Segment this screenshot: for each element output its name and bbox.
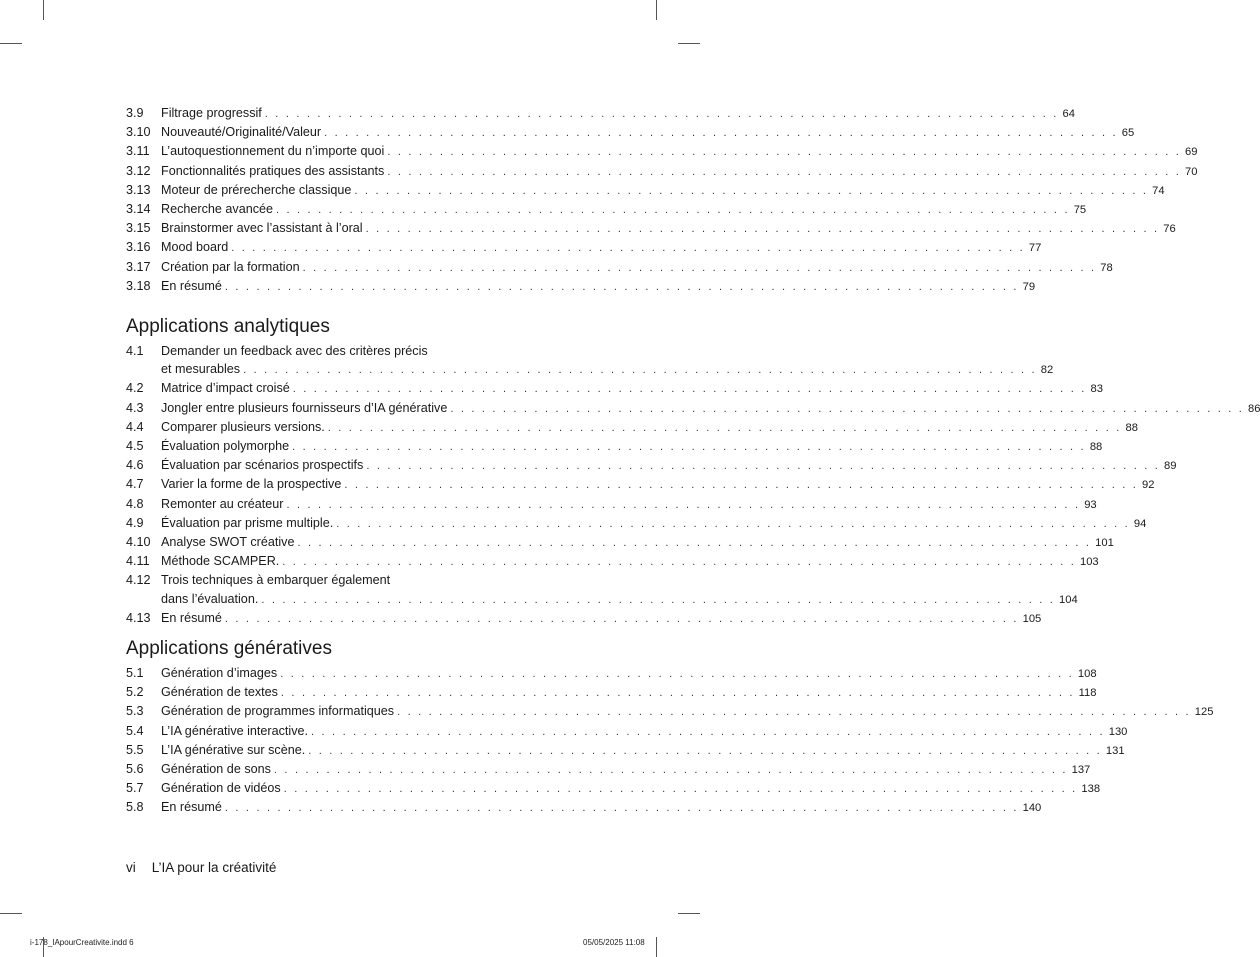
toc-entry[interactable]	[126, 238, 1042, 257]
toc-entry[interactable]	[126, 475, 1155, 494]
toc-entry-title: L’autoquestionnement du n’importe quoi	[161, 144, 385, 159]
toc-entry[interactable]	[126, 798, 1042, 817]
toc-entry[interactable]	[126, 123, 1135, 142]
toc-entry[interactable]	[126, 664, 1097, 683]
toc-entry-title: Fonctionnalités pratiques des assistants	[161, 163, 385, 178]
toc-entry-page: 104	[1059, 593, 1078, 606]
crop-mark	[678, 913, 700, 914]
dot-leader: . . . . . . . . . . . . . . . . . . . . . . . . . . . . . . . . . . . . . . . . . . . . . . . . . . . . . . . . . . . . . . . . . . . . . . . . . . . .	[336, 517, 1130, 530]
toc-entry-title-continued: dans l’évaluation.	[161, 591, 259, 606]
dot-leader: . . . . . . . . . . . . . . . . . . . . . . . . . . . . . . . . . . . . . . . . . . . . . . . . . . . . . . . . . . . . . . . . . . . . . . . . . . . .	[224, 802, 1019, 815]
toc-section-3	[126, 104, 1198, 296]
toc-entry[interactable]	[126, 456, 1177, 475]
toc-entry-page: 94	[1133, 517, 1147, 530]
toc-entry-number: 5.2	[126, 685, 144, 700]
toc-entry-number: 3.10	[126, 125, 151, 140]
toc-entry-title: Génération d’images	[161, 666, 278, 680]
toc-entry-page: 138	[1081, 783, 1101, 796]
toc-entry-title: Recherche avancée	[161, 202, 274, 217]
dot-leader: . . . . . . . . . . . . . . . . . . . . . . . . . . . . . . . . . . . . . . . . . . . . . . . . . . . . . . . . . . . . . . . . . . . . . . . . . . . .	[273, 764, 1068, 777]
dot-leader: . . . . . . . . . . . . . . . . . . . . . . . . . . . . . . . . . . . . . . . . . . . . . . . . . . . . . . . . . . . . . . . . . . . . . . . . . . . .	[264, 108, 1059, 120]
crop-mark	[0, 43, 22, 44]
toc-entry[interactable]	[126, 437, 1103, 456]
dot-leader: . . . . . . . . . . . . . . . . . . . . . . . . . . . . . . . . . . . . . . . . . . . . . . . . . . . . . . . . . . . . . . . . . . . . . . . . . . . .	[292, 383, 1087, 396]
toc-entry-page: 64	[1062, 108, 1075, 120]
section-title-analytiques: Applications analytiques	[126, 316, 330, 337]
crop-mark	[0, 913, 22, 914]
toc-entry-page: 108	[1077, 668, 1097, 680]
folio: vi	[126, 860, 136, 875]
toc-entry-number: 5.4	[126, 723, 144, 738]
dot-leader: . . . . . . . . . . . . . . . . . . . . . . . . . . . . . . . . . . . . . . . . . . . . . . . . . . . . . . . . . . . . . . . . . . . . . . . . . . . .	[231, 242, 1025, 255]
crop-mark	[656, 0, 657, 20]
toc-entry-title: Remonter au créateur	[161, 496, 284, 511]
toc-entry-title: Création par la formation	[161, 259, 300, 274]
toc-entry-page: 77	[1028, 242, 1042, 255]
toc-entry-page: 131	[1105, 744, 1125, 757]
dot-leader: . . . . . . . . . . . . . . . . . . . . . . . . . . . . . . . . . . . . . . . . . . . . . . . . . . . . . . . . . . . . . . . . . . . . . . . . . . . .	[224, 612, 1019, 625]
toc-entry[interactable]	[126, 200, 1087, 219]
slug-filename: i-178_IApourCreativite.indd 6	[30, 938, 134, 947]
toc-entry-number: 4.10	[126, 535, 151, 550]
toc-entry-title: Évaluation par scénarios prospectifs	[161, 458, 364, 473]
dot-leader: . . . . . . . . . . . . . . . . . . . . . . . . . . . . . . . . . . . . . . . . . . . . . . . . . . . . . . . . . . . . . . . . . . . . . . . . . . . .	[292, 441, 1086, 454]
toc-entry-page: 89	[1164, 460, 1177, 473]
toc-entry-title: Filtrage progressif	[161, 106, 262, 120]
toc-entry-page: 140	[1022, 802, 1042, 815]
toc-entry-title: Varier la forme de la prospective	[161, 477, 342, 492]
toc-entry-title: Demander un feedback avec des critères précis	[161, 344, 428, 358]
toc-entry[interactable]	[126, 418, 1138, 437]
crop-mark	[656, 937, 657, 957]
toc-entry-number: 4.5	[126, 439, 144, 454]
toc-entry[interactable]	[126, 552, 1099, 571]
toc-entry-page: 76	[1163, 223, 1176, 236]
dot-leader: . . . . . . . . . . . . . . . . . . . . . . . . . . . . . . . . . . . . . . . . . . . . . . . . . . . . . . . . . . . . . . . . . . . . . . . . . . . .	[365, 223, 1160, 236]
toc-entry-number: 5.8	[126, 800, 144, 815]
dot-leader: . . . . . . . . . . . . . . . . . . . . . . . . . . . . . . . . . . . . . . . . . . . . . . . . . . . . . . . . . . . . . . . . . . . . . . . . . . . .	[224, 280, 1019, 293]
dot-leader: . . . . . . . . . . . . . . . . . . . . . . . . . . . . . . . . . . . . . . . . . . . . . . . . . . . . . . . . . . . . . . . . . . . . . . . . . . . .	[283, 783, 1078, 796]
toc-entry-number: 3.16	[126, 240, 151, 255]
toc-entry-page: 69	[1185, 146, 1198, 159]
dot-leader: . . . . . . . . . . . . . . . . . . . . . . . . . . . . . . . . . . . . . . . . . . . . . . . . . . . . . . . . . . . . . . . . . . . . . . . . . . . .	[261, 593, 1056, 606]
toc-entry-page: 86	[1248, 402, 1260, 415]
toc-entry-number: 3.11	[126, 144, 150, 159]
toc-entry-title: Évaluation polymorphe	[161, 439, 290, 454]
toc-entry[interactable]	[126, 181, 1165, 200]
dot-leader: . . . . . . . . . . . . . . . . . . . . . . . . . . . . . . . . . . . . . . . . . . . . . . . . . . . . . . . . . . . . . . . . . . . . . . . . . . . .	[354, 184, 1149, 197]
toc-entry-number: 5.6	[126, 762, 144, 777]
toc-entry-number: 3.13	[126, 182, 151, 197]
toc-entry-title: Mood board	[161, 240, 229, 255]
toc-entry[interactable]	[126, 741, 1125, 760]
toc-entry-number: 5.5	[126, 742, 144, 757]
toc-entry-number: 3.15	[126, 221, 151, 236]
toc-entry-page: 82	[1040, 364, 1054, 377]
toc-entry-number: 4.8	[126, 496, 144, 511]
toc-entry-number: 4.6	[126, 458, 144, 473]
toc-entry[interactable]	[126, 142, 1198, 161]
toc-entry[interactable]	[126, 722, 1128, 741]
dot-leader: . . . . . . . . . . . . . . . . . . . . . . . . . . . . . . . . . . . . . . . . . . . . . . . . . . . . . . . . . . . . . . . . . . . . . . . . . . . .	[324, 127, 1118, 140]
toc-entry-page: 125	[1194, 706, 1214, 719]
toc-entry-page: 103	[1079, 556, 1099, 569]
toc-entry-number: 4.2	[126, 381, 144, 396]
toc-entry[interactable]	[126, 609, 1042, 628]
crop-mark	[43, 0, 44, 20]
toc-entry-number: 4.12	[126, 573, 151, 588]
toc-entry-number: 5.7	[126, 781, 144, 796]
dot-leader: . . . . . . . . . . . . . . . . . . . . . . . . . . . . . . . . . . . . . . . . . . . . . . . . . . . . . . . . . . . . . . . . . . . . . . . . . . . .	[387, 146, 1182, 159]
toc-entry-number: 3.14	[126, 202, 151, 217]
dot-leader: . . . . . . . . . . . . . . . . . . . . . . . . . . . . . . . . . . . . . . . . . . . . . . . . . . . . . . . . . . . . . . . . . . . . . . . . . . . .	[280, 668, 1074, 680]
toc-entry-title: Évaluation par prisme multiple.	[161, 515, 334, 530]
dot-leader: . . . . . . . . . . . . . . . . . . . . . . . . . . . . . . . . . . . . . . . . . . . . . . . . . . . . . . . . . . . . . . . . . . . . . . . . . . . .	[302, 261, 1097, 274]
toc-entry[interactable]	[126, 399, 1260, 418]
toc-entry-page: 79	[1022, 280, 1036, 293]
dot-leader: . . . . . . . . . . . . . . . . . . . . . . . . . . . . . . . . . . . . . . . . . . . . . . . . . . . . . . . . . . . . . . . . . . . . . . . . . . . .	[366, 460, 1160, 473]
toc-entry-number: 4.9	[126, 515, 144, 530]
dot-leader: . . . . . . . . . . . . . . . . . . . . . . . . . . . . . . . . . . . . . . . . . . . . . . . . . . . . . . . . . . . . . . . . . . . . . . . . . . . .	[344, 479, 1139, 492]
toc-entry-title: Génération de vidéos	[161, 781, 281, 796]
toc-entry[interactable]	[126, 571, 1078, 608]
toc-entry-page: 93	[1084, 498, 1097, 511]
toc-entry-number: 3.18	[126, 278, 151, 293]
slug-datetime: 05/05/2025 11:08	[583, 938, 645, 947]
toc-entry[interactable]	[126, 702, 1214, 721]
toc-entry-title: Trois techniques à embarquer également	[161, 573, 391, 588]
toc-entry-title: L’IA générative interactive.	[161, 723, 309, 738]
toc-entry-number: 4.7	[126, 477, 144, 492]
toc-entry-number: 3.12	[126, 163, 151, 178]
toc-entry-title: En résumé	[161, 610, 222, 625]
toc-entry-number: 4.1	[126, 344, 144, 358]
toc-entry[interactable]	[126, 495, 1097, 514]
toc-entry[interactable]	[126, 277, 1036, 296]
toc-entry-title: Jongler entre plusieurs fournisseurs d’IA générative	[161, 400, 448, 415]
toc-entry-page: 118	[1078, 687, 1097, 700]
toc-entry-page: 101	[1095, 537, 1114, 550]
toc-entry-number: 3.9	[126, 106, 144, 120]
toc-entry-page: 70	[1185, 165, 1198, 178]
toc-entry-title: En résumé	[161, 278, 222, 293]
toc-entry-title: L’IA générative sur scène.	[161, 742, 306, 757]
toc-entry-number: 4.3	[126, 400, 144, 415]
toc-entry[interactable]	[126, 258, 1113, 277]
toc-entry-page: 105	[1022, 612, 1042, 625]
toc-entry-page: 75	[1073, 204, 1087, 217]
toc-entry[interactable]	[126, 779, 1101, 798]
toc-entry[interactable]	[126, 342, 1054, 379]
toc-entry-page: 130	[1108, 725, 1128, 738]
dot-leader: . . . . . . . . . . . . . . . . . . . . . . . . . . . . . . . . . . . . . . . . . . . . . . . . . . . . . . . . . . . . . . . . . . . . . . . . . . . .	[397, 706, 1191, 719]
toc-entry-number: 4.13	[126, 610, 151, 625]
toc-entry-page: 92	[1142, 479, 1155, 492]
toc-entry-title: Comparer plusieurs versions.	[161, 419, 325, 434]
section-title-generatives: Applications génératives	[126, 638, 332, 659]
dot-leader: . . . . . . . . . . . . . . . . . . . . . . . . . . . . . . . . . . . . . . . . . . . . . . . . . . . . . . . . . . . . . . . . . . . . . . . . . . . .	[450, 402, 1245, 415]
dot-leader: . . . . . . . . . . . . . . . . . . . . . . . . . . . . . . . . . . . . . . . . . . . . . . . . . . . . . . . . . . . . . . . . . . . . . . . . . . . .	[282, 556, 1076, 569]
toc-entry-title: Méthode SCAMPER.	[161, 554, 280, 569]
toc-entry-title: Génération de sons	[161, 762, 271, 777]
dot-leader: . . . . . . . . . . . . . . . . . . . . . . . . . . . . . . . . . . . . . . . . . . . . . . . . . . . . . . . . . . . . . . . . . . . . . . . . . . . .	[311, 725, 1105, 738]
toc-entry[interactable]	[126, 104, 1075, 123]
toc-entry-title: Moteur de prérecherche classique	[161, 182, 352, 197]
toc-section-5	[126, 664, 1214, 818]
toc-entry-page: 88	[1125, 421, 1138, 434]
toc-entry[interactable]	[126, 514, 1147, 533]
dot-leader: . . . . . . . . . . . . . . . . . . . . . . . . . . . . . . . . . . . . . . . . . . . . . . . . . . . . . . . . . . . . . . . . . . . . . . . . . . . .	[387, 165, 1181, 178]
toc-entry[interactable]	[126, 533, 1114, 552]
toc-entry[interactable]	[126, 379, 1103, 398]
toc-entry[interactable]	[126, 219, 1176, 238]
toc-entry-title: Analyse SWOT créative	[161, 535, 295, 550]
toc-entry-title: Brainstormer avec l’assistant à l’oral	[161, 221, 363, 236]
crop-mark	[678, 43, 700, 44]
toc-entry-page: 65	[1121, 127, 1135, 140]
toc-entry[interactable]	[126, 162, 1198, 181]
dot-leader: . . . . . . . . . . . . . . . . . . . . . . . . . . . . . . . . . . . . . . . . . . . . . . . . . . . . . . . . . . . . . . . . . . . . . . . . . . . .	[280, 687, 1075, 700]
toc-entry-title: Matrice d’impact croisé	[161, 381, 290, 396]
toc-entry-page: 78	[1100, 261, 1113, 274]
toc-entry-title-continued: et mesurables	[161, 362, 241, 377]
toc-entry-number: 5.1	[126, 666, 144, 680]
dot-leader: . . . . . . . . . . . . . . . . . . . . . . . . . . . . . . . . . . . . . . . . . . . . . . . . . . . . . . . . . . . . . . . . . . . . . . . . . . . .	[243, 364, 1037, 377]
dot-leader: . . . . . . . . . . . . . . . . . . . . . . . . . . . . . . . . . . . . . . . . . . . . . . . . . . . . . . . . . . . . . . . . . . . . . . . . . . . .	[308, 744, 1102, 757]
toc-entry[interactable]	[126, 760, 1091, 779]
toc-entry-title: Génération de textes	[161, 685, 278, 700]
dot-leader: . . . . . . . . . . . . . . . . . . . . . . . . . . . . . . . . . . . . . . . . . . . . . . . . . . . . . . . . . . . . . . . . . . . . . . . . . . . .	[276, 204, 1070, 217]
toc-entry-page: 83	[1090, 383, 1103, 396]
toc-entry-number: 4.11	[126, 554, 150, 569]
toc-entry-title: En résumé	[161, 800, 222, 815]
dot-leader: . . . . . . . . . . . . . . . . . . . . . . . . . . . . . . . . . . . . . . . . . . . . . . . . . . . . . . . . . . . . . . . . . . . . . . . . . . . .	[297, 537, 1092, 550]
dot-leader: . . . . . . . . . . . . . . . . . . . . . . . . . . . . . . . . . . . . . . . . . . . . . . . . . . . . . . . . . . . . . . . . . . . . . . . . . . . .	[327, 421, 1122, 434]
toc-entry-page: 74	[1152, 184, 1165, 197]
dot-leader: . . . . . . . . . . . . . . . . . . . . . . . . . . . . . . . . . . . . . . . . . . . . . . . . . . . . . . . . . . . . . . . . . . . . . . . . . . . .	[286, 498, 1081, 511]
toc-section-4	[126, 342, 1260, 628]
page-footer	[126, 860, 276, 875]
toc-entry-number: 4.4	[126, 419, 144, 434]
toc-entry-page: 88	[1089, 441, 1103, 454]
running-title: L’IA pour la créativité	[151, 860, 277, 875]
toc-entry-title: Nouveauté/Originalité/Valeur	[161, 125, 322, 140]
toc-entry-number: 5.3	[126, 704, 144, 719]
toc-entry[interactable]	[126, 683, 1097, 702]
toc-entry-title: Génération de programmes informatiques	[161, 704, 395, 719]
toc-entry-number: 3.17	[126, 259, 151, 274]
toc-entry-page: 137	[1071, 764, 1091, 777]
